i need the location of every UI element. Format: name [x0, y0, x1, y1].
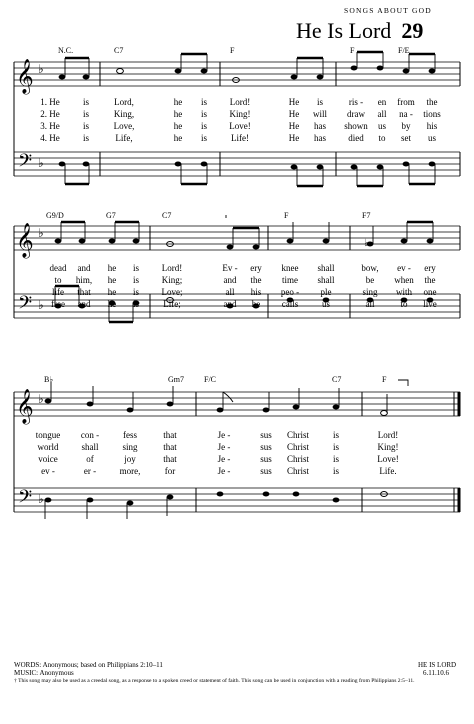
syllable: us [321, 299, 331, 309]
syllable: Lord! [229, 97, 251, 107]
syllable: Life; [163, 299, 181, 309]
syllable: his [426, 121, 438, 131]
syllable: is [82, 121, 90, 131]
syllable: he [173, 109, 183, 119]
section-heading: SONGS ABOUT GOD [344, 6, 432, 15]
syllable: 1. He [40, 97, 60, 107]
syllable: world [37, 442, 59, 452]
syllable: knee [281, 263, 299, 273]
chord: B♭ [44, 375, 54, 384]
syllable: the [426, 97, 438, 107]
syllable: us [427, 133, 437, 143]
syllable: he [173, 121, 183, 131]
syllable: is [332, 442, 340, 452]
syllable: is [132, 275, 140, 285]
chord: F [230, 46, 235, 55]
syllable: when [394, 275, 414, 285]
syllable: is [316, 97, 324, 107]
svg-text:𝄢: 𝄢 [18, 293, 33, 318]
syllable: Lord! [161, 263, 183, 273]
syllable: is [332, 454, 340, 464]
syllable: to [54, 275, 62, 285]
chord: F [382, 375, 387, 384]
chord: C7 [162, 211, 172, 220]
syllable: 2. He [40, 109, 60, 119]
syllable: live [423, 299, 437, 309]
chord: F [284, 211, 289, 220]
chord: F/C [204, 375, 217, 384]
syllable: is [82, 109, 90, 119]
syllable: bow, [361, 263, 379, 273]
syllable: joy [124, 454, 136, 464]
syllable: He [288, 109, 300, 119]
svg-text:♭: ♭ [38, 156, 44, 170]
lyric-line [0, 97, 474, 108]
syllable: dead [49, 263, 67, 273]
syllable: King! [377, 442, 399, 452]
chord: G7 [106, 211, 116, 220]
syllable: time [282, 275, 298, 285]
syllable: that [77, 287, 91, 297]
lyric-line [0, 430, 474, 441]
hymn-title-text: He Is Lord [296, 18, 392, 43]
svg-text:♭: ♭ [38, 492, 44, 506]
syllable: and [223, 275, 237, 285]
svg-text:♭: ♭ [38, 392, 44, 406]
syllable: the [424, 275, 436, 285]
lyric-line [0, 121, 474, 132]
syllable: shown [344, 121, 368, 131]
syllable: Life. [379, 466, 397, 476]
lyric-line [0, 442, 474, 453]
syllable: na - [399, 109, 413, 119]
syllable: he [107, 275, 117, 285]
syllable: set [401, 133, 411, 143]
chord: F [350, 46, 355, 55]
svg-text:𝄢: 𝄢 [18, 151, 33, 176]
syllable: King! [229, 109, 251, 119]
syllable: Christ [286, 442, 310, 452]
syllable: life [52, 287, 64, 297]
syllable: is [132, 263, 140, 273]
syllable: Love! [229, 121, 251, 131]
syllable: is [332, 430, 340, 440]
syllable: He [288, 133, 300, 143]
syllable: is [82, 97, 90, 107]
syllable: to [400, 299, 408, 309]
syllable: from [397, 97, 415, 107]
syllable: will [312, 109, 328, 119]
syllable: that [163, 454, 177, 464]
lyric-line [0, 287, 474, 298]
svg-text:𝄞: 𝄞 [16, 389, 34, 424]
syllable: King; [161, 275, 183, 285]
svg-text:♭: ♭ [364, 238, 369, 249]
syllable: sus [260, 442, 272, 452]
footnote: † This song may also be used as a creedal song, as a response to a spoken creed or statement of faith. This song can be used in conjunction with a reading from Philippians 2:5–11. [14, 678, 415, 684]
syllable: fess [123, 430, 137, 440]
syllable: all [225, 287, 235, 297]
syllable: en [377, 97, 387, 107]
syllable: has [314, 121, 326, 131]
chord: F7 [362, 211, 371, 220]
syllable: Love; [161, 287, 183, 297]
hymn-number: 29 [401, 18, 424, 43]
syllable: Je - [217, 466, 231, 476]
syllable: shall [81, 442, 99, 452]
svg-text:♭: ♭ [38, 62, 44, 76]
lyric-line [0, 133, 474, 144]
syllable: be [365, 275, 375, 285]
syllable: is [132, 299, 140, 309]
lyric-line [0, 109, 474, 120]
syllable: sus [260, 454, 272, 464]
syllable: he [107, 287, 117, 297]
syllable: Life! [231, 133, 249, 143]
syllable: is [200, 109, 208, 119]
syllable: died [348, 133, 364, 143]
syllable: he [251, 299, 261, 309]
svg-text:𝄞: 𝄞 [16, 223, 34, 258]
syllable: that [163, 442, 177, 452]
syllable: voice [38, 454, 58, 464]
syllable: sus [260, 466, 272, 476]
syllable: er - [83, 466, 97, 476]
syllable: ple [320, 287, 332, 297]
syllable: and [77, 299, 91, 309]
svg-text:𝄞: 𝄞 [16, 59, 34, 94]
syllable: he [173, 97, 183, 107]
syllable: and [223, 299, 237, 309]
syllable: Lord, [114, 97, 134, 107]
syllable: and [77, 263, 91, 273]
chord: C7 [332, 375, 342, 384]
syllable: calls [281, 299, 299, 309]
svg-text:♭: ♭ [38, 226, 44, 240]
syllable: one [423, 287, 437, 297]
syllable: Love! [377, 454, 399, 464]
lyric-line [0, 263, 474, 274]
svg-text:♭: ♭ [38, 298, 44, 312]
syllable: Christ [286, 430, 310, 440]
syllable: Je - [217, 454, 231, 464]
syllable: is [200, 97, 208, 107]
syllable: free [51, 299, 65, 309]
syllable: He [288, 121, 300, 131]
syllable: Christ [286, 454, 310, 464]
tune-name: HE IS LORD [418, 661, 457, 669]
syllable: is [332, 466, 340, 476]
syllable: of [86, 454, 94, 464]
syllable: ery [424, 263, 436, 273]
lyric-line [0, 466, 474, 477]
syllable: draw [347, 109, 365, 119]
syllable: shall [317, 263, 335, 273]
syllable: he [107, 299, 117, 309]
lyric-line [0, 275, 474, 286]
syllable: his [250, 287, 262, 297]
lyric-line [0, 299, 474, 310]
syllable: is [200, 121, 208, 131]
syllable: to [378, 133, 386, 143]
syllable: He [288, 97, 300, 107]
syllable: is [132, 287, 140, 297]
syllable: Life, [115, 133, 133, 143]
words-credit: WORDS: Anonymous; based on Philippians 2:10–11 [14, 661, 163, 669]
syllable: is [82, 133, 90, 143]
syllable: for [164, 466, 176, 476]
syllable: tions [423, 109, 441, 119]
music-credit: MUSIC: Anonymous [14, 669, 74, 677]
syllable: has [314, 133, 326, 143]
chord: F/E [398, 46, 410, 55]
chord: N.C. [58, 46, 74, 55]
syllable: peo - [280, 287, 300, 297]
syllable: ery [250, 263, 262, 273]
syllable: he [107, 263, 117, 273]
syllable: Lord! [377, 430, 399, 440]
syllable: tongue [35, 430, 61, 440]
syllable: 3. He [40, 121, 60, 131]
lyric-line [0, 454, 474, 465]
syllable: him, [75, 275, 93, 285]
syllable: ris - [348, 97, 364, 107]
svg-text:𝄢: 𝄢 [18, 487, 33, 512]
syllable: that [163, 430, 177, 440]
syllable: King, [113, 109, 135, 119]
syllable: shall [317, 275, 335, 285]
syllable: sing [122, 442, 138, 452]
syllable: ev - [41, 466, 55, 476]
chord: G9/D [46, 211, 64, 220]
syllable: all [365, 299, 375, 309]
syllable: 4. He [40, 133, 60, 143]
syllable: Christ [286, 466, 310, 476]
syllable: with [395, 287, 413, 297]
syllable: us [377, 121, 387, 131]
chord: C7 [114, 46, 124, 55]
syllable: more, [119, 466, 141, 476]
syllable: ev - [397, 263, 411, 273]
syllable: Love, [113, 121, 135, 131]
syllable: is [200, 133, 208, 143]
syllable: Je - [217, 442, 231, 452]
syllable: the [250, 275, 262, 285]
chord: Gm7 [168, 375, 184, 384]
syllable: all [377, 109, 387, 119]
syllable: he [173, 133, 183, 143]
meter: 6.11.10.6 [423, 669, 449, 677]
syllable: Je - [217, 430, 231, 440]
syllable: con - [80, 430, 100, 440]
syllable: sus [260, 430, 272, 440]
syllable: sing [362, 287, 378, 297]
hymn-title [296, 18, 423, 44]
syllable: Ev - [222, 263, 238, 273]
syllable: by [401, 121, 411, 131]
